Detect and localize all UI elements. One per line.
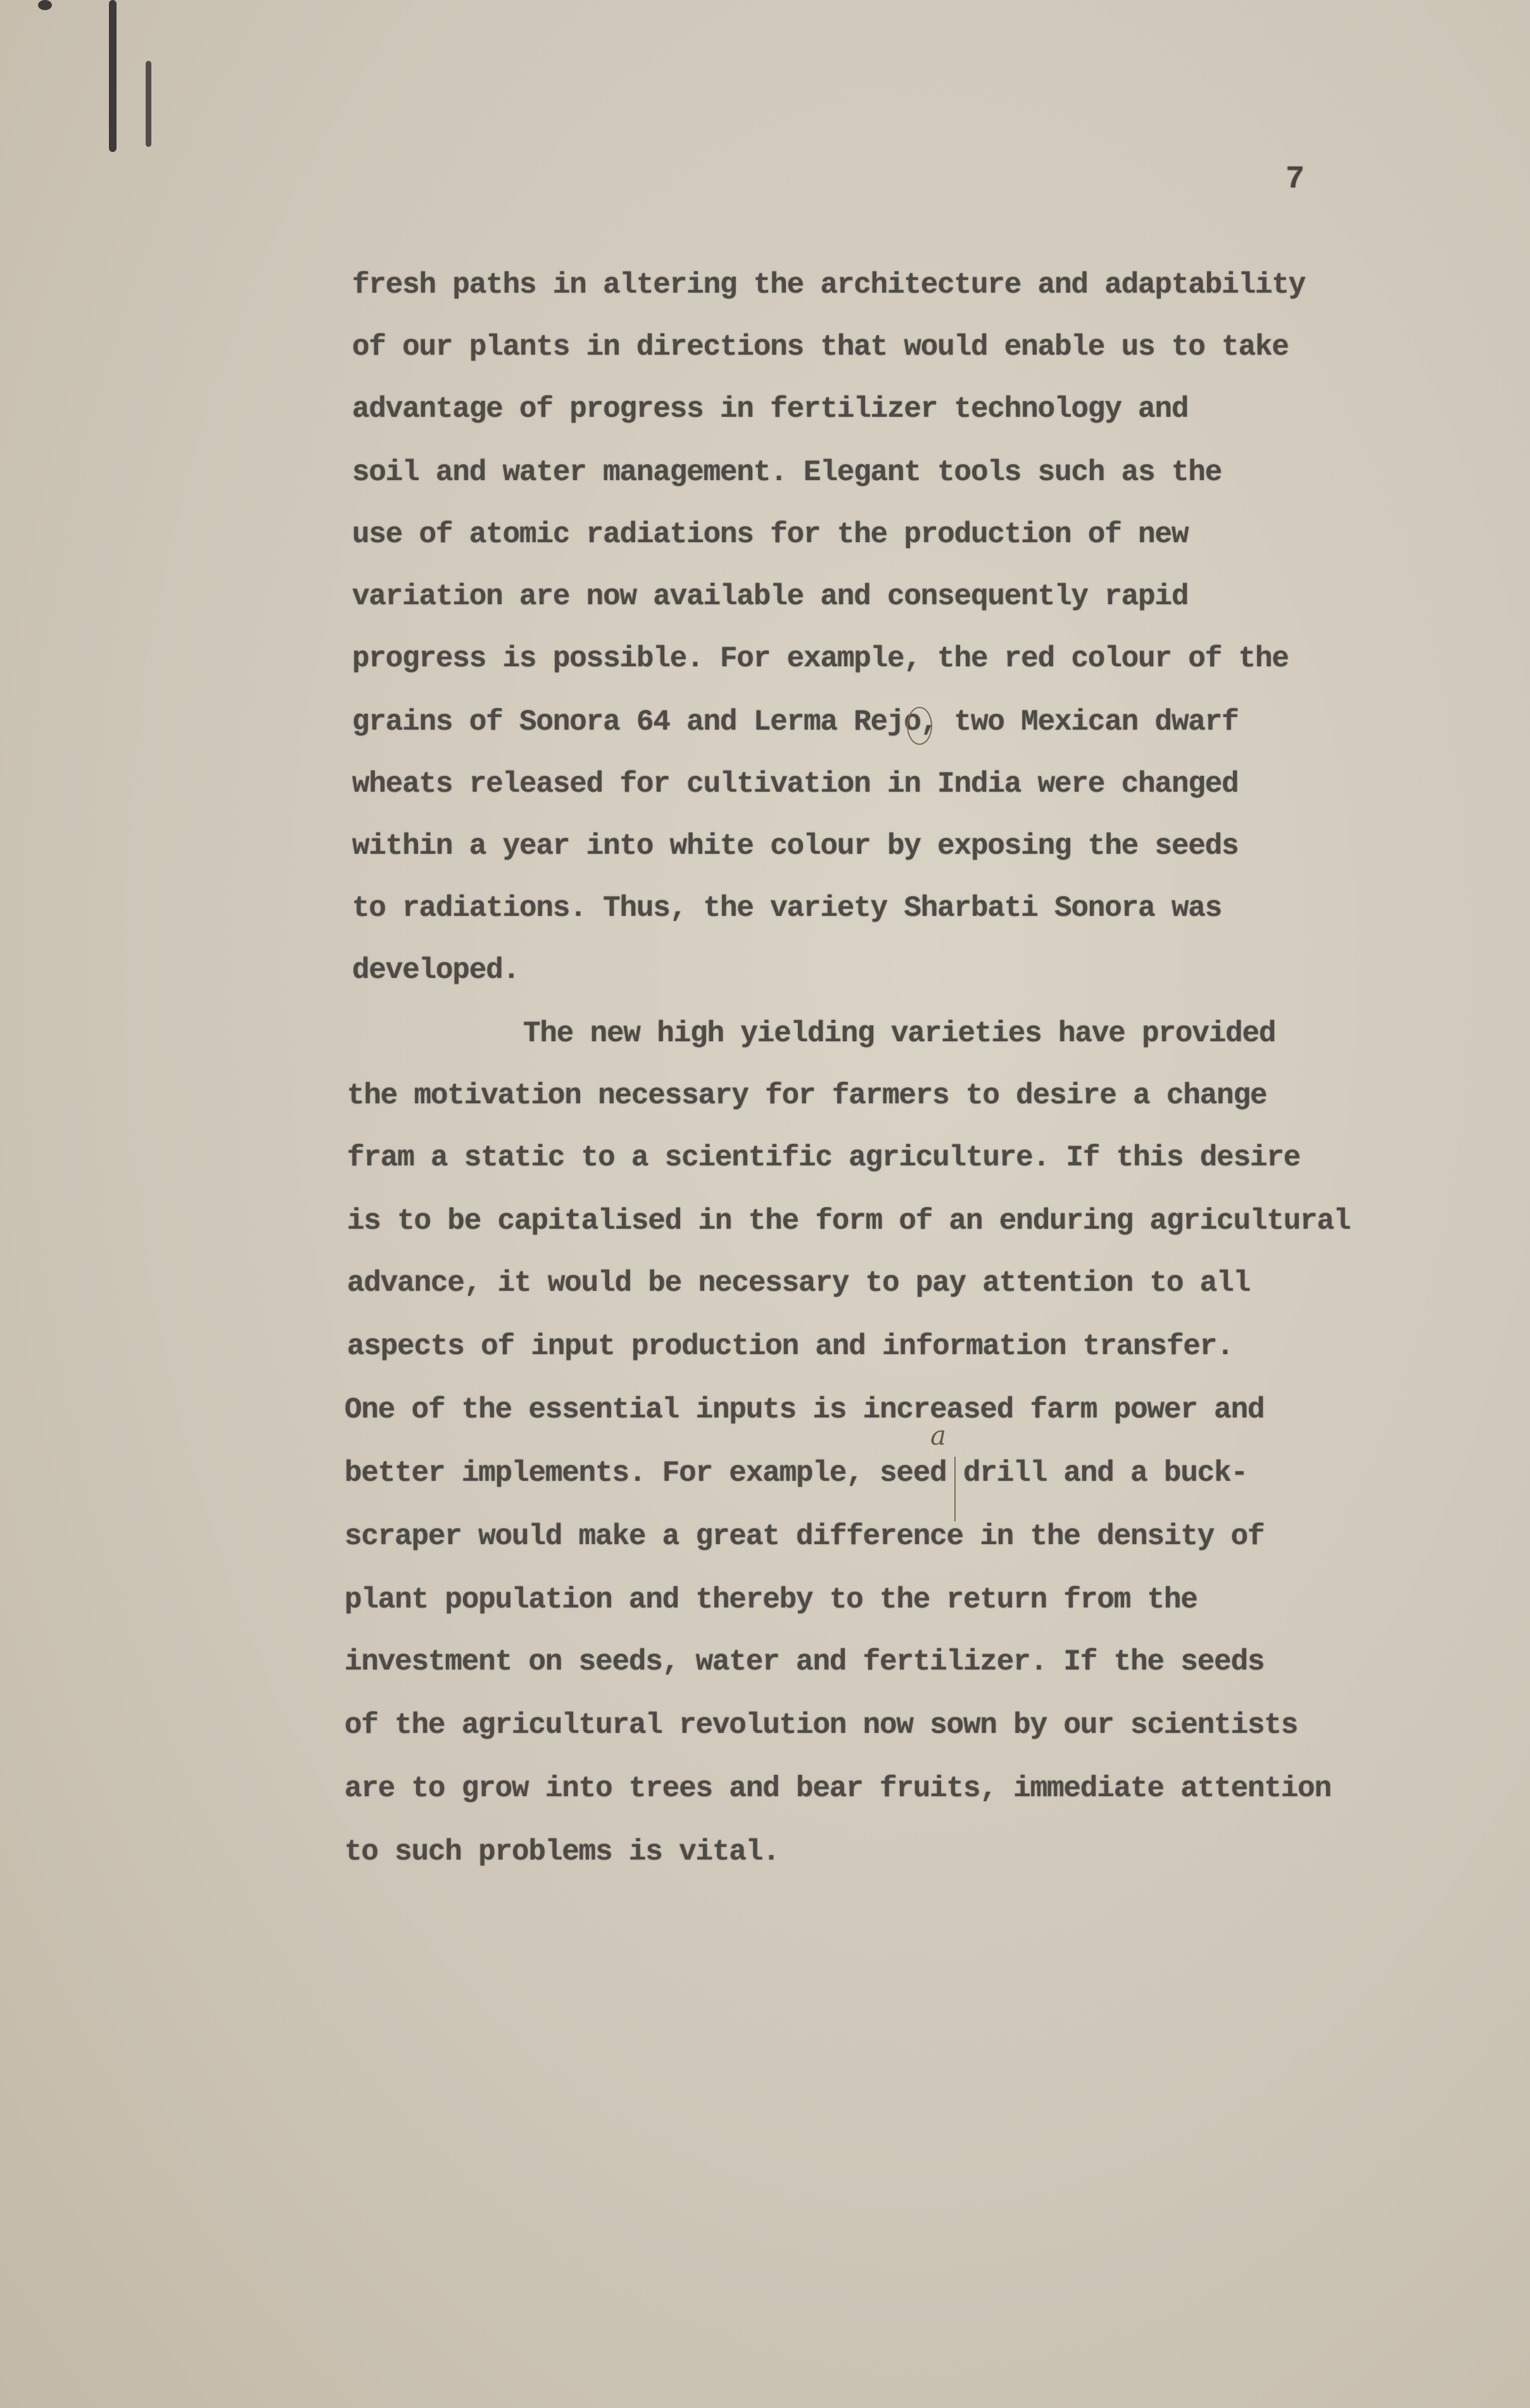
text-line: fresh paths in altering the architecture and adaptability: [352, 269, 1306, 301]
text-line: grains of Sonora 64 and Lerma Rejo, two Mexican dwarf: [352, 706, 1239, 738]
text-line: plant population and thereby to the return from the: [345, 1583, 1198, 1616]
page-number: 7: [1286, 162, 1305, 198]
text-line: the motivation necessary for farmers to desire a change: [347, 1079, 1267, 1112]
text-line: advantage of progress in fertilizer technology and: [352, 393, 1189, 426]
text-line: advance, it would be necessary to pay attention to all: [347, 1267, 1250, 1300]
text-line: progress is possible. For example, the red colour of the: [352, 642, 1289, 675]
text-line: aspects of input production and information transfer.: [347, 1330, 1234, 1363]
text-line: of the agricultural revolution now sown by our scientists: [345, 1709, 1298, 1742]
insertion-mark: a: [930, 1420, 947, 1451]
text-line: scraper would make a great difference in the density of: [345, 1520, 1265, 1553]
text-line: wheats released for cultivation in India were changed: [352, 768, 1239, 801]
text-line: The new high yielding varieties have provided: [523, 1017, 1276, 1050]
text-line: fram a static to a scientific agriculture. If this desire: [347, 1141, 1301, 1174]
text-line: are to grow into trees and bear fruits, immediate attention: [345, 1772, 1331, 1805]
insertion-caret: [954, 1457, 956, 1521]
text-line: is to be capitalised in the form of an enduring agricultural: [347, 1205, 1351, 1238]
text-line: use of atomic radiations for the production of new: [352, 518, 1189, 551]
text-line: within a year into white colour by exposing the seeds: [352, 830, 1239, 863]
text-line: developed.: [352, 954, 520, 987]
ink-spot: [38, 0, 52, 10]
text-line: to radiations. Thus, the variety Sharbati Sonora was: [352, 892, 1222, 925]
staple-mark: [109, 0, 117, 152]
text-line: of our plants in directions that would enable us to take: [352, 331, 1289, 364]
text-line: investment on seeds, water and fertilizer. If the seeds: [345, 1645, 1265, 1678]
staple-mark: [146, 61, 151, 147]
text-line: to such problems is vital.: [345, 1835, 780, 1868]
text-line: One of the essential inputs is increased farm power and: [345, 1393, 1265, 1426]
text-line: variation are now available and consequently rapid: [352, 580, 1189, 613]
text-line: soil and water management. Elegant tools such as the: [352, 456, 1222, 489]
correction-circle: [907, 707, 932, 745]
text-line: better implements. For example, seed drill and a buck-: [345, 1457, 1248, 1490]
